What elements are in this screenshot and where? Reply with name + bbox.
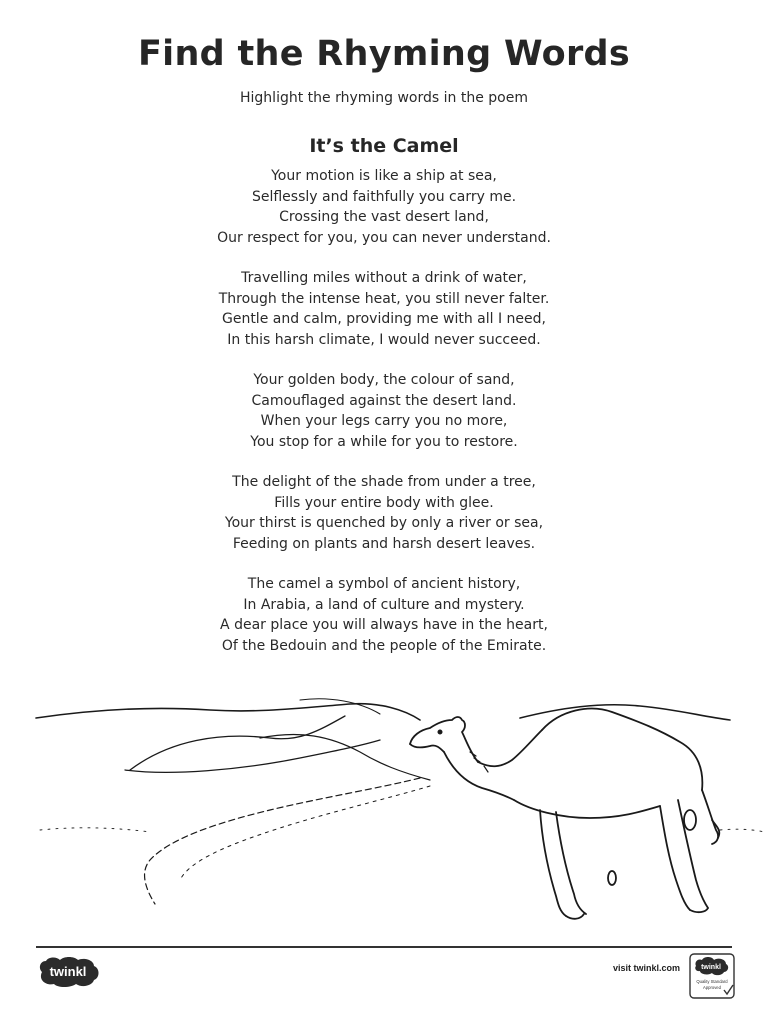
camel-icon: [410, 709, 719, 919]
poem-line: Travelling miles without a drink of water,: [241, 270, 527, 286]
dune-outline: [300, 699, 380, 714]
svg-text:Quality Standard: Quality Standard: [696, 979, 728, 984]
visit-website-link[interactable]: visit twinkl.com: [612, 963, 680, 973]
twinkl-logo-icon[interactable]: [34, 954, 102, 990]
poem-line: Camouflaged against the desert land.: [251, 392, 517, 409]
poem-line: When your legs carry you no more,: [260, 413, 508, 429]
poem-stanza: [0, 370, 768, 452]
poem-line: Selflessly and faithfully you carry me.: [251, 188, 517, 205]
poem-line: Of the Bedouin and the people of the Emirate.: [221, 637, 547, 654]
poem-line: Your motion is like a ship at sea,: [271, 168, 497, 184]
poem-stanza: [0, 268, 768, 350]
poem-line: Fills your entire body with glee.: [274, 494, 494, 511]
instructions-subtitle: Highlight the rhyming words in the poem: [240, 90, 528, 106]
camel-desert-illustration: [0, 660, 768, 940]
sand-trail: [180, 786, 430, 880]
poem-body: [0, 166, 768, 676]
svg-text:twinkl: twinkl: [701, 964, 721, 971]
quality-badge-icon: [688, 952, 736, 1000]
poem-line: A dear place you will always have in the heart,: [220, 617, 548, 633]
sand-ripple: [40, 828, 150, 832]
poem-stanza: [0, 574, 768, 656]
sand-trail: [145, 778, 420, 904]
poem-line: The delight of the shade from under a tree,: [232, 474, 536, 490]
poem-line: You stop for a while for you to restore.: [250, 433, 518, 450]
poem-line: Your golden body, the colour of sand,: [253, 372, 515, 388]
poem-line: In Arabia, a land of culture and mystery.: [243, 596, 525, 613]
poem-line: Crossing the vast desert land,: [279, 209, 489, 225]
logo-text: twinkl: [49, 964, 87, 979]
poem-title: It’s the Camel: [309, 135, 459, 157]
footer-divider: [36, 946, 732, 948]
poem-line: Your thirst is quenched by only a river or sea,: [224, 515, 544, 531]
sand-ripple: [720, 829, 765, 832]
dune-outline: [260, 734, 430, 780]
poem-line: Gentle and calm, providing me with all I need,: [221, 311, 546, 327]
poem-stanza: [0, 166, 768, 248]
poem-line: Through the intense heat, you still never falter.: [218, 290, 550, 307]
dune-outline: [125, 740, 380, 772]
poem-line: In this harsh climate, I would never succeed.: [227, 331, 541, 348]
poem-line: The camel a symbol of ancient history,: [247, 576, 521, 592]
poem-stanza: [0, 472, 768, 554]
poem-line: Our respect for you, you can never understand.: [217, 229, 551, 246]
svg-text:Approved: Approved: [703, 985, 721, 990]
poem-line: Feeding on plants and harsh desert leaves.: [232, 535, 536, 552]
page-title: Find the Rhyming Words: [137, 34, 631, 74]
dune-outline: [130, 716, 345, 770]
